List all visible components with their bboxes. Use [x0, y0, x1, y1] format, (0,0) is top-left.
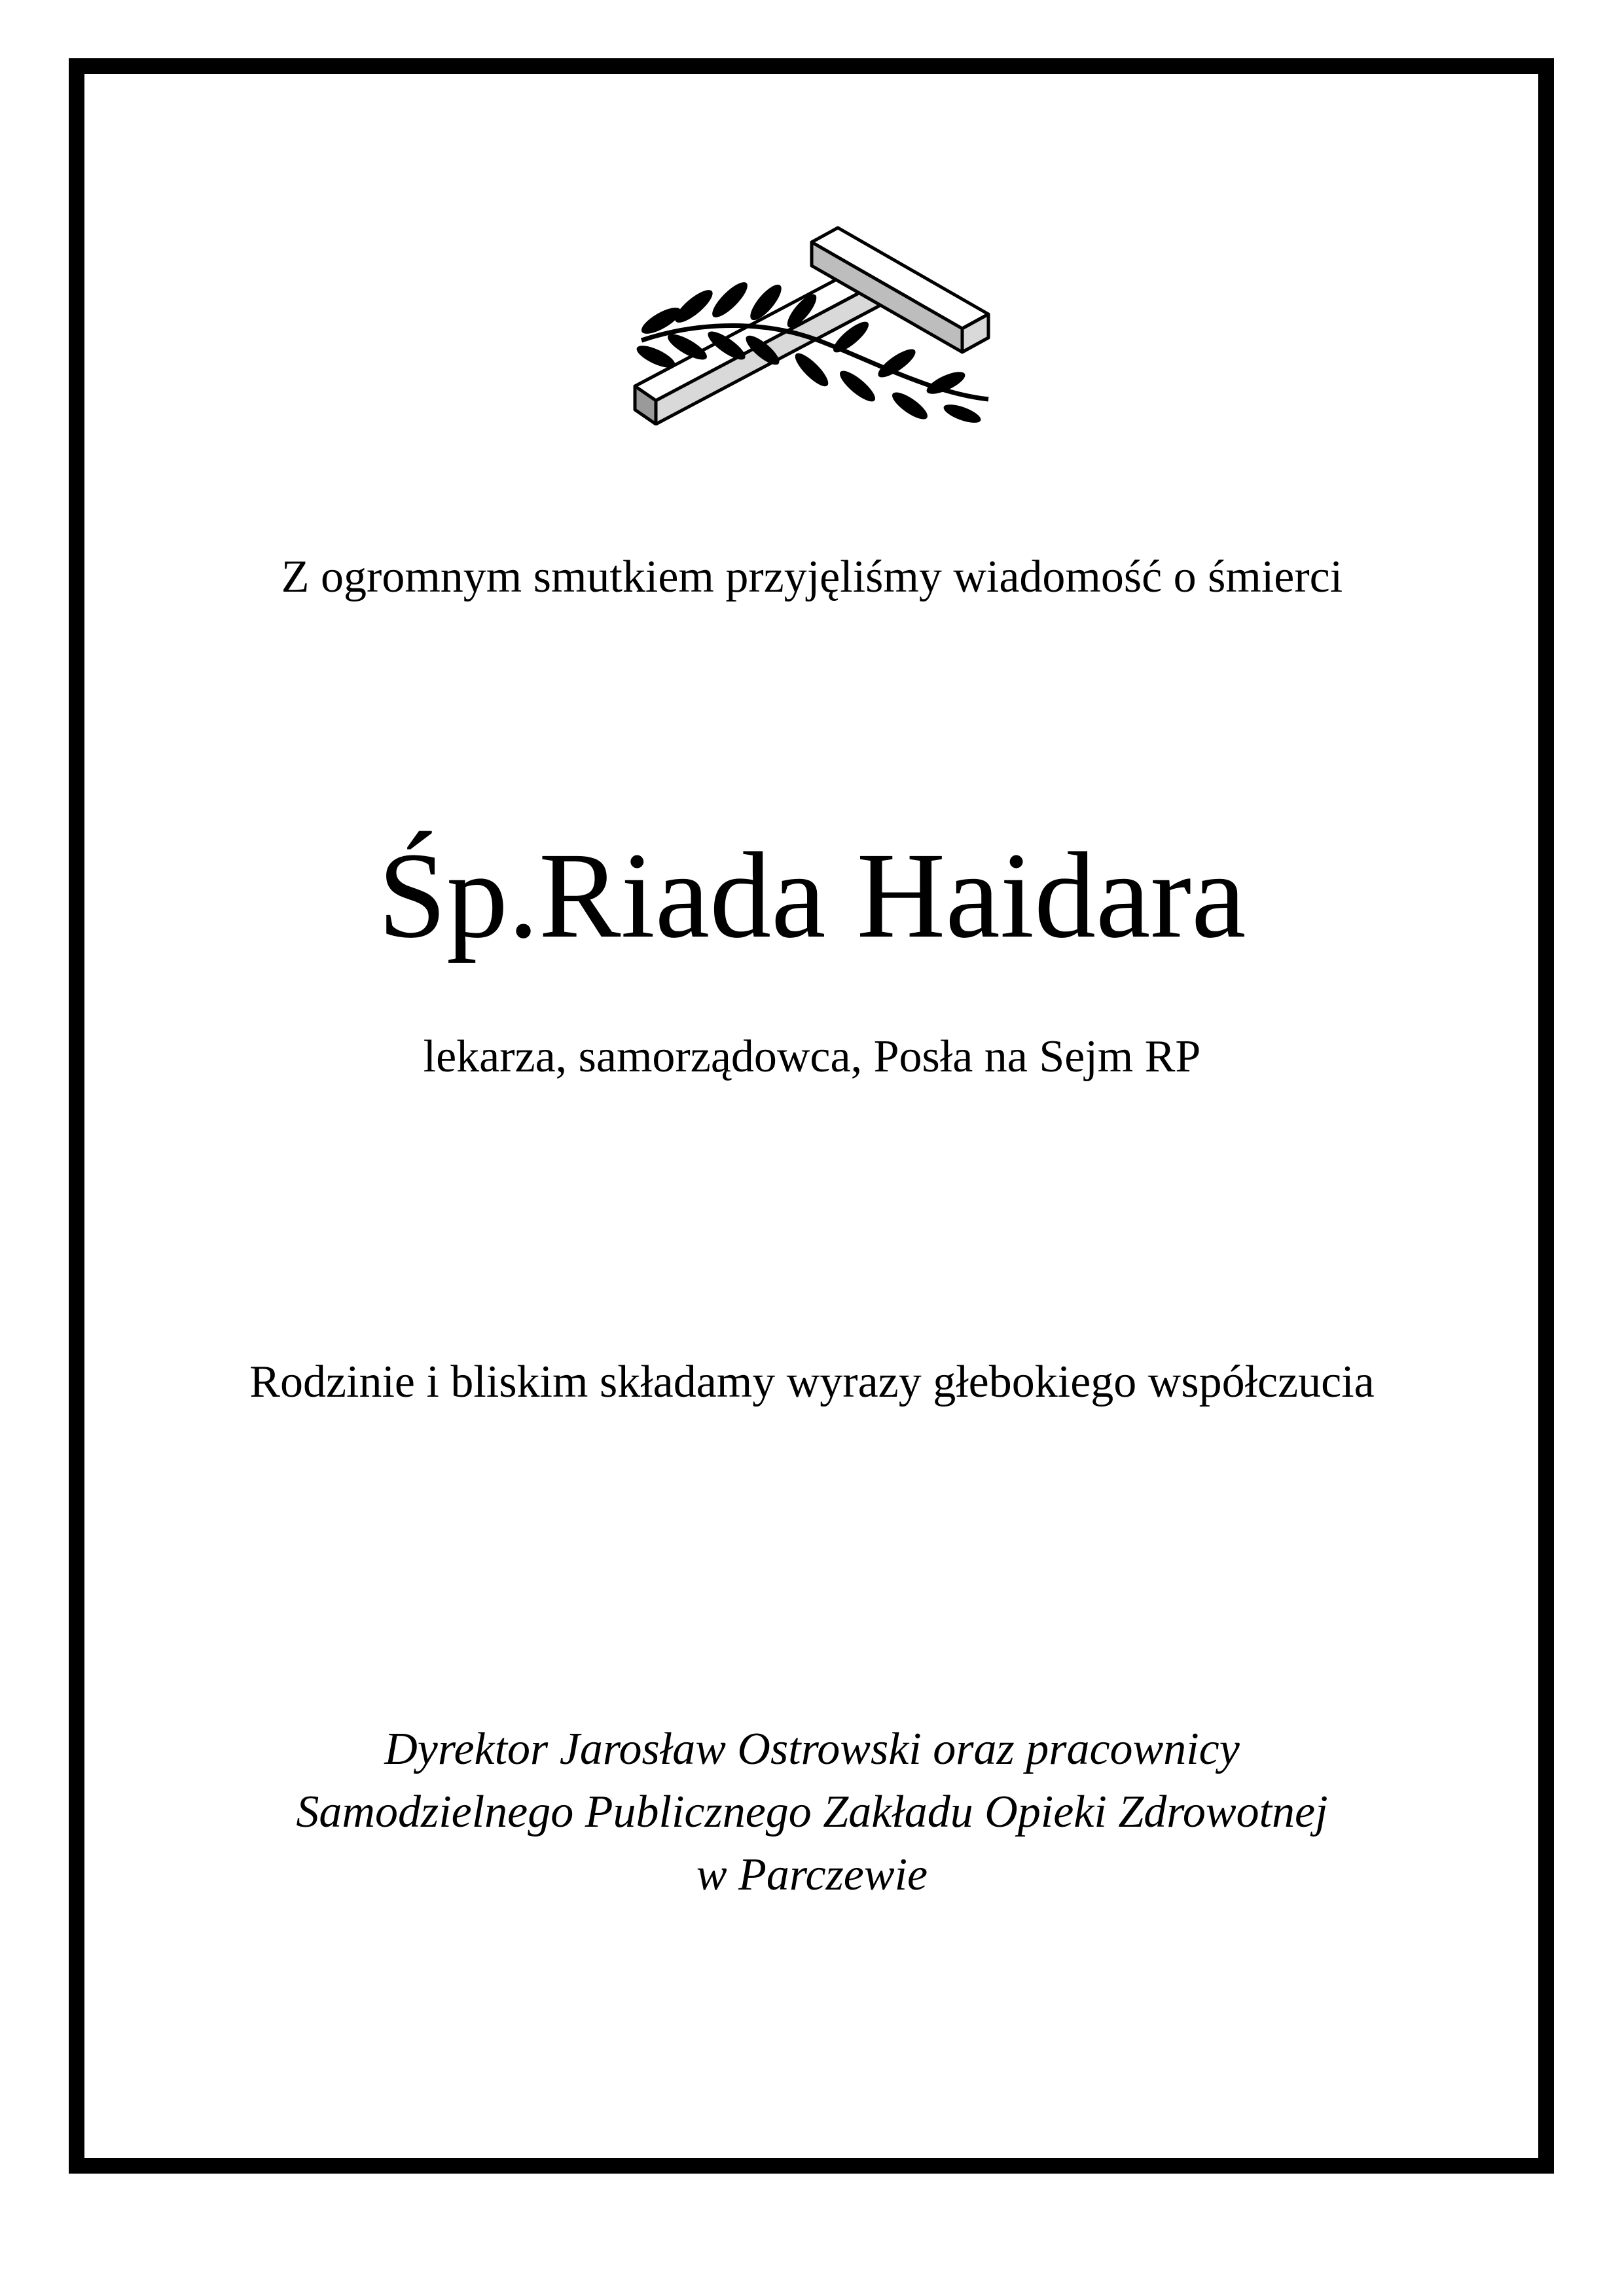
intro-text: Z ogromnym smutkiem przyjęliśmy wiadomość o śmierci: [281, 552, 1343, 602]
condolence-text: Rodzinie i bliskim składamy wyrazy głebokiego współczucia: [249, 1357, 1375, 1407]
cross-with-palm-branch-icon: [622, 223, 1001, 425]
signature-line: Dyrektor Jarosław Ostrowski oraz pracownicy: [384, 1724, 1240, 1774]
deceased-titles: lekarza, samorządowca, Posła na Sejm RP: [423, 1031, 1201, 1082]
deceased-name: Śp.Riada Haidara: [378, 827, 1246, 963]
signature-block: [0, 1718, 1624, 1907]
signature-line: Samodzielnego Publicznego Zakładu Opieki Zdrowotnej: [296, 1787, 1328, 1837]
signature-line: w Parczewie: [696, 1850, 928, 1900]
